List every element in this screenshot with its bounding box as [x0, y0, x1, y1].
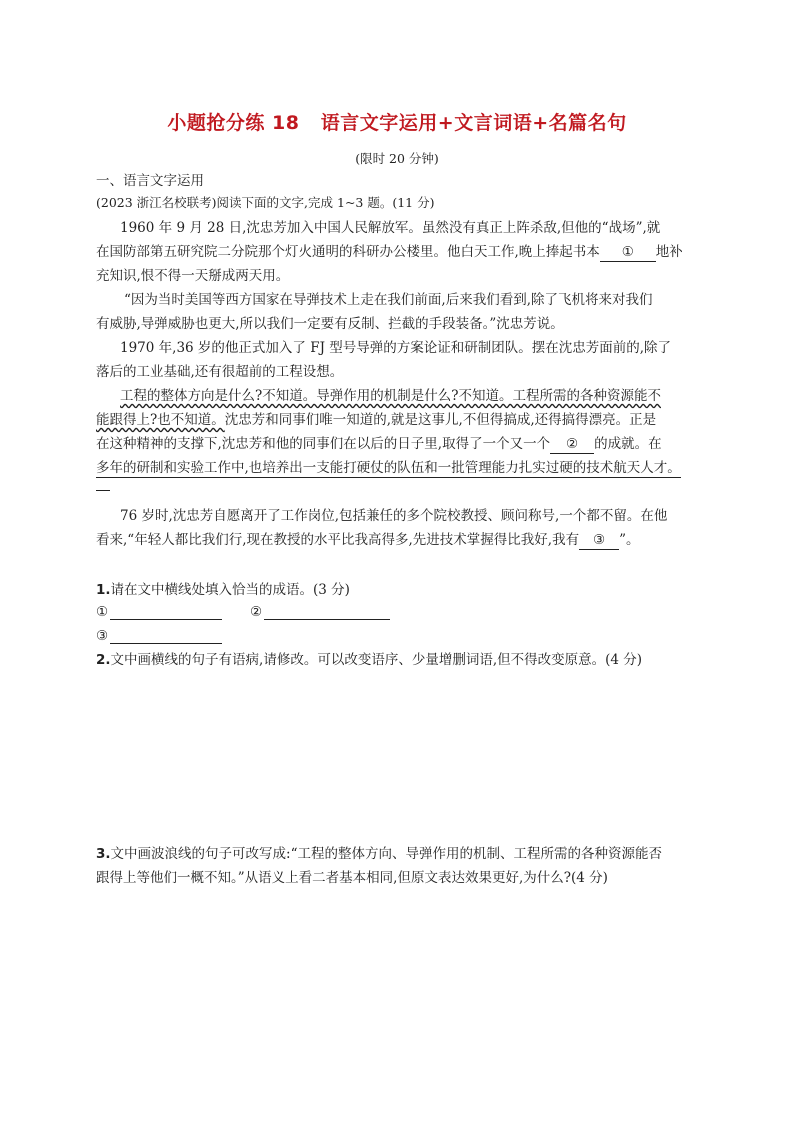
page-title: 小题抢分练 18 语言文字运用+文言词语+名篇名句 [167, 112, 627, 134]
answer-line-1[interactable] [110, 619, 222, 620]
passage-p5-line2 [96, 530, 716, 550]
passage-p1-line2-text: 在国防部第五研究院二分院那个灯火通明的科研办公楼里。他白天工作,晚上捧起书本 [96, 244, 600, 260]
question-2-text: 文中画横线的句子有语病,请修改。可以改变语序、少量增删词语,但不得改变原意。(4 分) [110, 652, 643, 668]
source-line: (2023 浙江名校联考)阅读下面的文字,完成 1~3 题。(11 分) [96, 195, 435, 210]
underlined-sentence: 多年的研制和实验工作中,也培养出一支能打硬仗的队伍和一批管理能力扎实过硬的技术航天人才。 [96, 460, 681, 476]
passage-p4-line1 [120, 386, 740, 406]
answer-mark-3: ③ [96, 628, 109, 644]
passage-p4-line2 [96, 410, 716, 430]
passage-p4-line4 [96, 458, 716, 478]
passage-p4-line3-end: 的成就。在 [594, 436, 662, 452]
question-1 [96, 580, 716, 600]
question-2 [96, 650, 716, 670]
passage-p1-line1: 1960 年 9 月 28 日,沈忠芳加入中国人民解放军。虽然没有真正上阵杀敌,但他的“战场”,就 [120, 220, 661, 236]
underline-continuation [96, 490, 110, 491]
wavy-underlined-sentence: 工程的整体方向是什么?不知道。导弹作用的机制是什么?不知道。工程所需的各种资源能不 [120, 388, 661, 404]
answer-mark-1: ① [96, 604, 109, 620]
blank-1: ① [600, 244, 656, 262]
passage-p1-line2-end: 地补 [655, 244, 683, 260]
question-3-line2: 跟得上等他们一概不知。”从语义上看二者基本相同,但原文表达效果更好,为什么?(4 分) [96, 870, 608, 886]
passage-p5-line1: 76 岁时,沈忠芳自愿离开了工作岗位,包括兼任的多个院校教授、顾问称号,一个都不留。在他 [120, 508, 668, 524]
question-1-number: 1. [96, 582, 111, 598]
question-2-number: 2. [96, 652, 111, 668]
question-1-text: 请在文中横线处填入恰当的成语。(3 分) [110, 582, 350, 598]
answer-line-2[interactable] [264, 619, 390, 620]
passage-p1-line3: 充知识,恨不得一天掰成两天用。 [96, 268, 290, 284]
passage-p1-line2 [96, 242, 716, 262]
passage-p3-line2: 落后的工业基础,还有很超前的工程设想。 [96, 364, 344, 380]
passage-p2-line1: “因为当时美国等西方国家在导弹技术上走在我们前面,后来我们看到,除了飞机将来对我们 [124, 292, 653, 308]
blank-3: ③ [579, 532, 619, 550]
passage-p4-line3 [96, 434, 716, 454]
passage-p2-line2: 有威胁,导弹威胁也更大,所以我们一定要有反制、拦截的手段装备。”沈忠芳说。 [96, 316, 564, 332]
blank-2: ② [550, 436, 594, 454]
answer-line-3[interactable] [110, 643, 222, 644]
question-3 [96, 844, 716, 864]
time-limit: (限时 20 分钟) [355, 151, 439, 166]
question-3-number: 3. [96, 846, 111, 862]
section-heading: 一、语言文字运用 [96, 173, 204, 189]
passage-p4-line2-text: 沈忠芳和同事们唯一知道的,就是这事儿,不但得搞成,还得搞得漂亮。正是 [224, 412, 657, 428]
question-3-line1: 文中画波浪线的句子可改写成:“工程的整体方向、导弹作用的机制、工程所需的各种资源能否 [110, 846, 662, 862]
passage-p4-line3-text: 在这种精神的支撑下,沈忠芳和他的同事们在以后的日子里,取得了一个又一个 [96, 436, 551, 452]
passage-p5-line2-end: ”。 [619, 532, 640, 548]
passage-p5-line2-text: 看来,“年轻人都比我们行,现在教授的水平比我高得多,先进技术掌握得比我好,我有 [96, 532, 580, 548]
answer-mark-2: ② [250, 604, 263, 620]
passage-p3-line1: 1970 年,36 岁的他正式加入了 FJ 型号导弹的方案论证和研制团队。摆在沈忠芳面前的,除了 [120, 340, 672, 356]
wavy-underlined-sentence-end: 能跟得上?也不知道。 [96, 412, 225, 428]
